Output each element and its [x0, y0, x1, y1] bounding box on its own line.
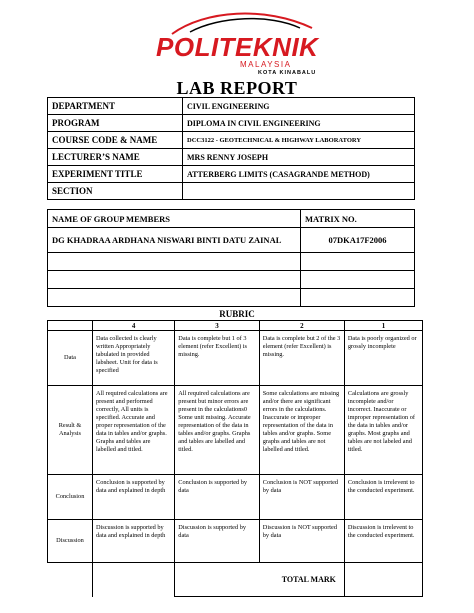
member-row: [48, 228, 415, 253]
rubric-category-header: [48, 321, 93, 331]
total-mark-label: TOTAL MARK: [175, 563, 345, 597]
rubric-cell: Discussion is supported by data: [175, 520, 259, 563]
rubric-category: Discussion: [48, 520, 93, 563]
experiment-value: ATTERBERG LIMITS (CASAGRANDE METHOD): [183, 166, 415, 183]
member-name-empty: [48, 253, 301, 271]
course-value: DCC3122 - GEOTECHNICAL & HIGHWAY LABORATORY: [183, 132, 415, 149]
rubric-cell: Data collected is clearly written Appropriately tabulated in provided labsheet. Unit for data is specified: [93, 331, 175, 386]
total-mark-value: [344, 563, 422, 597]
rubric-cell: Discussion is NOT supported by data: [259, 520, 344, 563]
logo-campus: KOTA KINABALU: [258, 70, 317, 76]
rubric-total-spacer: [48, 563, 93, 597]
rubric-total-spacer: [93, 563, 175, 597]
rubric-title: RUBRIC: [219, 309, 255, 319]
rubric-cell: Discussion is irrelevent to the conducted experiment.: [344, 520, 422, 563]
info-row-lecturer: [48, 149, 415, 166]
rubric-cell: Conclusion is supported by data and explained in depth: [93, 475, 175, 520]
member-row-empty: [48, 253, 415, 271]
rubric-score-header: 3: [175, 321, 259, 331]
members-header-row: [48, 210, 415, 228]
rubric-cell: Conclusion is supported by data: [175, 475, 259, 520]
rubric-row-data: [48, 331, 423, 386]
rubric-category: Data: [48, 331, 93, 386]
info-row-course: [48, 132, 415, 149]
info-row-section: [48, 183, 415, 200]
member-matrix-empty: [301, 271, 415, 289]
rubric-cell: Some calculations are missing and/or there are significant errors in the calculations. Inaccurate or improper representation of the data in tables and/or graphs. Some graphs and tables are not labelled and titled.: [259, 386, 344, 475]
member-name-empty: [48, 289, 301, 307]
rubric-score-header: 1: [344, 321, 422, 331]
info-row-department: [48, 98, 415, 115]
rubric-cell: Conclusion is irrelevent to the conducted experiment.: [344, 475, 422, 520]
member-name: DG KHADRAA ARDHANA NISWARI BINTI DATU ZAINAL: [48, 228, 301, 253]
rubric-score-header: 4: [93, 321, 175, 331]
logo-country: MALAYSIA: [240, 60, 292, 69]
rubric-category: Result & Analysis: [48, 386, 93, 475]
members-matrix-header: MATRIX NO.: [301, 210, 415, 228]
rubric-header-row: [48, 321, 423, 331]
rubric-table: [47, 320, 423, 597]
rubric-cell: All required calculations are present but minor errors are present in the calculations0 Some unit missing. Accurate representation of the data in tables and/or graphs. Graphs and tables are labelled and titled.: [175, 386, 259, 475]
group-members-table: [47, 209, 415, 307]
rubric-cell: Data is complete but 2 of the 3 element (refer Excellent) is missing.: [259, 331, 344, 386]
rubric-cell: Calculations are grossly incomplete and/or incorrect. Inaccurate or improper representation of the data in tables and/or graphs. Most graphs and tables are not labeled and titled.: [344, 386, 422, 475]
program-label: PROGRAM: [48, 115, 183, 132]
members-name-header: NAME OF GROUP MEMBERS: [48, 210, 301, 228]
page-title: LAB REPORT: [176, 78, 298, 98]
section-value: [183, 183, 415, 200]
member-row-empty: [48, 289, 415, 307]
department-label: DEPARTMENT: [48, 98, 183, 115]
info-row-program: [48, 115, 415, 132]
rubric-category: Conclusion: [48, 475, 93, 520]
member-matrix: 07DKA17F2006: [301, 228, 415, 253]
course-label: COURSE CODE & NAME: [48, 132, 183, 149]
logo-wordmark: POLITEKNIK: [156, 32, 319, 62]
info-row-experiment: [48, 166, 415, 183]
rubric-cell: All required calculations are present and performed correctly, All units is specified. Accurate and proper representation of the data in tables and/or graphs. Graphs and tables are labelled and titled.: [93, 386, 175, 475]
politeknik-logo: [150, 8, 325, 74]
rubric-cell: Discussion is supported by data and explained in depth: [93, 520, 175, 563]
member-matrix-empty: [301, 253, 415, 271]
lecturer-label: LECTURER’S NAME: [48, 149, 183, 166]
rubric-cell: Data is complete but 1 of 3 element (refer Excellent) is missing.: [175, 331, 259, 386]
rubric-row-result-analysis: [48, 386, 423, 475]
member-row-empty: [48, 271, 415, 289]
report-info-table: [47, 97, 415, 200]
program-value: DIPLOMA IN CIVIL ENGINEERING: [183, 115, 415, 132]
rubric-total-row: [48, 563, 423, 597]
member-name-empty: [48, 271, 301, 289]
experiment-label: EXPERIMENT TITLE: [48, 166, 183, 183]
lecturer-value: MRS RENNY JOSEPH: [183, 149, 415, 166]
department-value: CIVIL ENGINEERING: [183, 98, 415, 115]
rubric-cell: Conclusion is NOT supported by data: [259, 475, 344, 520]
member-matrix-empty: [301, 289, 415, 307]
rubric-cell: Data is poorly organized or grossly incomplete: [344, 331, 422, 386]
rubric-score-header: 2: [259, 321, 344, 331]
rubric-row-discussion: [48, 520, 423, 563]
section-label: SECTION: [48, 183, 183, 200]
rubric-row-conclusion: [48, 475, 423, 520]
